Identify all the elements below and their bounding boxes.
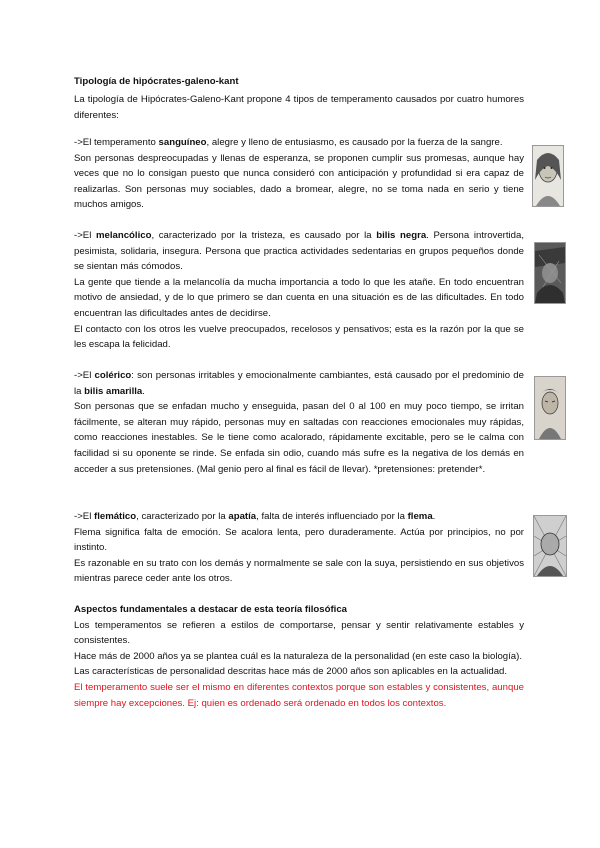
melancolico-description-2: El contacto con los otros les vuelve preocupados, recelosos y pensativos; esta es la razón por la que se les escapa la felicidad. xyxy=(74,323,524,351)
sanguineo-lead xyxy=(74,135,524,151)
sanguineo-lead-post: , alegre y lleno de entusiasmo, es causado por la fuerza de la sangre. xyxy=(206,137,503,148)
flematico-term: flemático xyxy=(94,511,137,522)
flematico-description: Flema significa falta de emoción. Se acalora lenta, pero duraderamente. Actúa por principios, no por instinto. xyxy=(74,526,524,554)
section-sanguineo xyxy=(74,135,524,213)
portrait-colerico xyxy=(534,376,566,440)
colerico-lead-post: . xyxy=(142,385,145,397)
flematico-humor: flema xyxy=(407,511,433,522)
section-aspectos xyxy=(74,602,524,711)
melancolico-term: melancólico xyxy=(95,230,152,241)
colerico-lead-mid: : son personas irritables y emocionalmente cambiantes, está causado por el predominio de la xyxy=(74,370,524,397)
flematico-lead-pre: ->El xyxy=(74,511,94,522)
intro-text: La tipología de Hipócrates-Galeno-Kant propone 4 tipos de temperamento causados por cuatro humores diferentes: xyxy=(74,94,524,121)
sanguineo-lead-pre: ->El temperamento xyxy=(74,137,159,148)
aspectos-highlight: El temperamento suele ser el mismo en diferentes contextos porque son estables y consistentes, aunque siempre hay excepciones. Ej: quien es ordenado será ordenado en todos los contextos. xyxy=(74,681,524,709)
flematico-apatia: apatía xyxy=(228,511,257,522)
aspectos-paragraph-3: Las características de personalidad descritas hace más de 2000 años son aplicables en la actualidad. xyxy=(74,666,508,678)
portrait-melancolico xyxy=(534,242,566,304)
flematico-lead-mid: , caracterizado por la xyxy=(136,511,229,522)
portrait-sanguineo xyxy=(532,145,564,207)
intro-paragraph xyxy=(74,92,524,123)
colerico-description: Son personas que se enfadan mucho y enseguida, pasan del 0 al 100 en muy poco tiempo, se irritan fácilmente, se alteran muy rápido, personas muy en saltadas con reacciones emocionales muy rápidas, como reacciones inestables. Se le tiene como acalorado, rápidamente excitable, pero se le calma con facilidad si su oponente se rinde. Se enfada sin odio, cuando más sufre es la negativa de los demás en acceder a sus pretensiones. (Mal genio pero al final es fácil de llevar). *pretensiones: pretender*. xyxy=(74,401,524,475)
melancolico-lead-pre: ->El xyxy=(74,230,96,241)
flematico-lead-post: . xyxy=(432,511,436,522)
flematico-description-2: Es razonable en su trato con los demás y normalmente se sale con la suya, persistiendo en sus objetivos mientras parece ceder ante los otros. xyxy=(74,557,524,585)
section-melancolico xyxy=(74,228,524,353)
portrait-flematico xyxy=(533,515,567,577)
colerico-lead-pre: ->El xyxy=(74,370,95,381)
melancolico-lead xyxy=(74,228,524,275)
melancolico-humor: bilis negra xyxy=(376,230,427,241)
aspectos-heading xyxy=(74,602,524,618)
flematico-lead xyxy=(74,509,524,525)
melancolico-description: La gente que tiende a la melancolía da mucha importancia a todo lo que les atañe. En todo encuentran motivo de ansiedad, y de lo que primero se dan cuenta en una situación es de las dificultades. En todo encuentran las dificultades antes de decidirse. xyxy=(74,276,524,319)
document-title: Tipología de hipócrates-galeno-kant xyxy=(74,76,239,87)
sanguineo-description: Son personas despreocupadas y llenas de esperanza, se proponen cumplir sus promesas, aunque hay veces que no lo consigan puesto que nunca consideró con anticipación y profundidad si era capaz de realizarlas. Son personas muy sociables, dado a bromear, alegre, no se toma nada en serio y tiene muchos amigos. xyxy=(74,152,524,211)
colerico-lead xyxy=(74,368,524,399)
melancolico-lead-mid: , caracterizado por la tristeza, es causado por la xyxy=(151,230,377,241)
aspectos-heading-text: Aspectos fundamentales a destacar de esta teoría filosófica xyxy=(74,604,347,615)
aspectos-paragraph-1: Los temperamentos se refieren a estilos de comportarse, pensar y sentir relativamente estables y consistentes. xyxy=(74,619,524,647)
melancolico-lead-post: . Persona introvertida, pesimista, solidaria, insegura. Persona que practica actividades sedentarias en grupos pequeños donde se sientan más cómodos. xyxy=(74,230,524,273)
sanguineo-term: sanguíneo xyxy=(158,137,207,148)
aspectos-paragraph-2: Hace más de 2000 años ya se plantea cuál es la naturaleza de la personalidad (en este caso la biología). xyxy=(74,650,522,662)
section-flematico xyxy=(74,509,524,587)
colerico-humor: bilis amarilla xyxy=(84,385,143,397)
section-colerico xyxy=(74,368,524,477)
colerico-term: colérico xyxy=(94,370,132,381)
flematico-lead-mid2: , falta de interés influenciado por la xyxy=(256,511,408,522)
